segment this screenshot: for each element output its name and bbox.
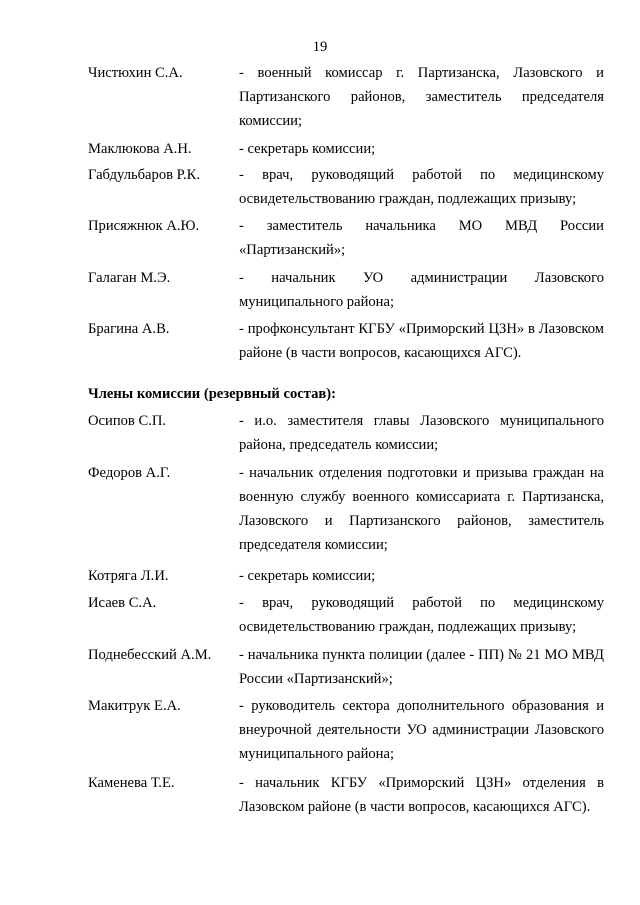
member-name: Макитрук Е.А. (88, 698, 181, 714)
member-name: Котряга Л.И. (88, 568, 169, 584)
member-name: Федоров А.Г. (88, 465, 171, 481)
member-name: Поднебесский А.М. (88, 647, 212, 663)
member-role: - военный комиссар г. Партизанска, Лазовского и Партизанского районов, заместитель председателя комиссии; (239, 65, 604, 129)
member-name: Галаган М.Э. (88, 270, 171, 286)
member-role: - начальник УО администрации Лазовского муниципального района; (239, 270, 604, 310)
member-name: Брагина А.В. (88, 321, 170, 337)
member-role: - начальник отделения подготовки и призыва граждан на военную службу военного комиссариата г. Партизанска, Лазовского и Партизанского районов, заместитель председателя комиссии; (239, 465, 604, 553)
member-name: Габдульбаров Р.К. (88, 167, 200, 183)
member-name: Присяжнюк А.Ю. (88, 218, 200, 234)
member-role: - врач, руководящий работой по медицинскому освидетельствованию граждан, подлежащих призыву; (239, 595, 604, 635)
member-name: Осипов С.П. (88, 413, 167, 429)
member-role: - начальника пункта полиции (далее - ПП) № 21 МО МВД России «Партизанский»; (239, 647, 604, 687)
member-role: - секретарь комиссии; (239, 141, 376, 157)
page-number: 19 (312, 39, 328, 55)
member-role: - профконсультант КГБУ «Приморский ЦЗН» в Лазовском районе (в части вопросов, касающихся АГС). (239, 321, 604, 361)
reserve-section-heading: Члены комиссии (резервный состав): (88, 386, 336, 402)
member-name: Исаев С.А. (88, 595, 157, 611)
member-role: - секретарь комиссии; (239, 568, 376, 584)
member-role: - начальник КГБУ «Приморский ЦЗН» отделения в Лазовском районе (в части вопросов, касающихся АГС). (239, 775, 604, 815)
member-role: - заместитель начальника МО МВД России «Партизанский»; (239, 218, 604, 258)
member-role: - и.о. заместителя главы Лазовского муниципального района, председатель комиссии; (239, 413, 604, 453)
member-name: Каменева Т.Е. (88, 775, 175, 791)
member-role: - руководитель сектора дополнительного образования и внеурочной деятельности УО администрации Лазовского муниципального района; (239, 698, 604, 762)
member-name: Чистюхин С.А. (88, 65, 183, 81)
member-role: - врач, руководящий работой по медицинскому освидетельствованию граждан, подлежащих призыву; (239, 167, 604, 207)
member-name: Маклюкова А.Н. (88, 141, 192, 157)
